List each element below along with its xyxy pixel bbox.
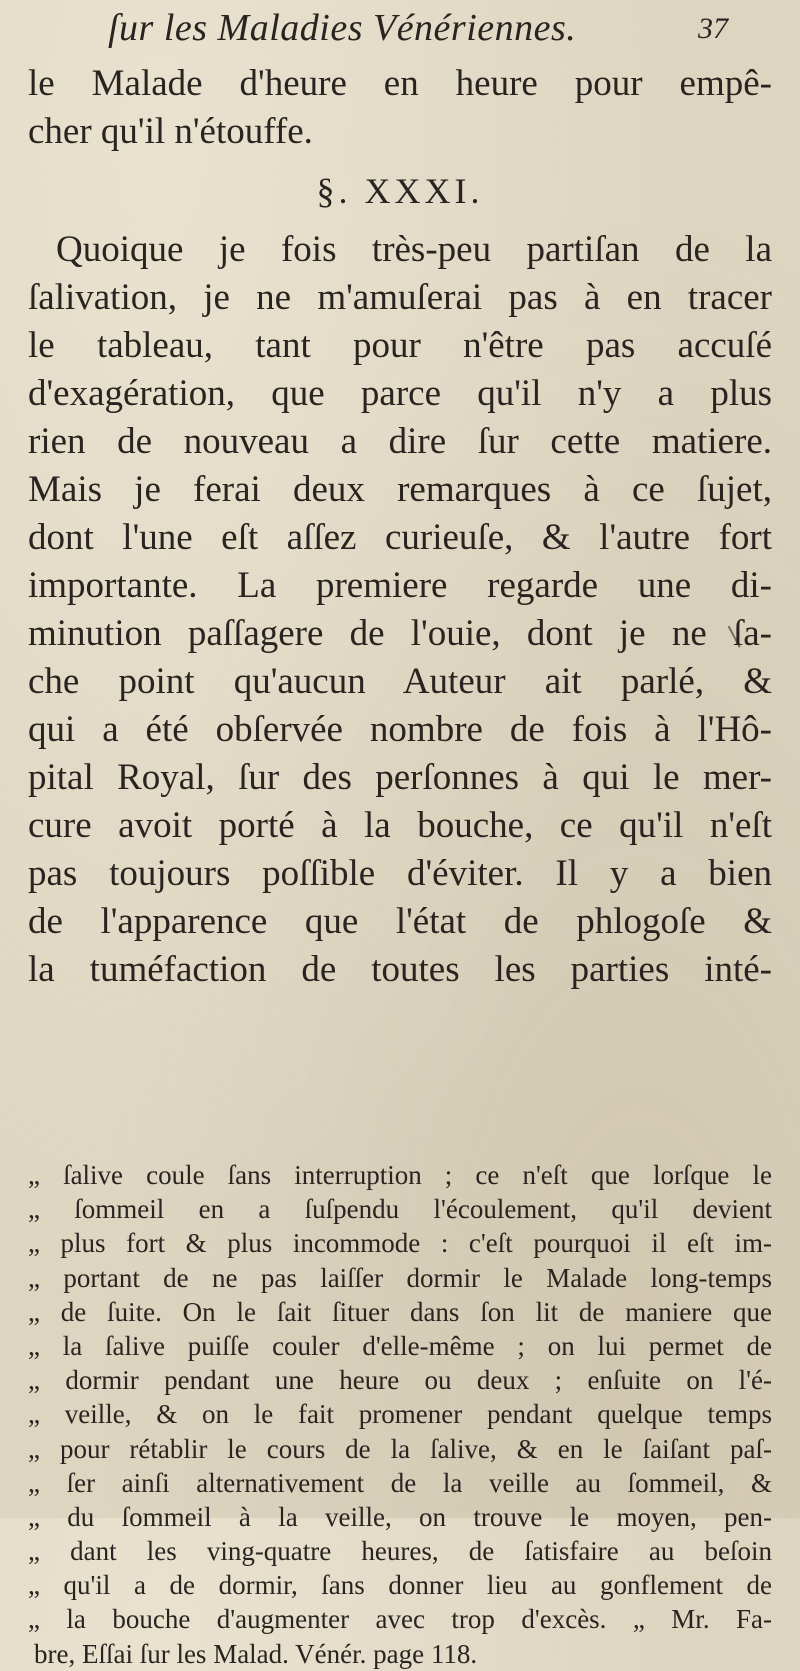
running-head	[108, 6, 728, 62]
footnote-line: „ la bouche d'augmenter avec trop d'excès. „ Mr. Fa-	[28, 1604, 772, 1635]
text-line: dont l'une eſt aſſez curieuſe, & l'autre fort	[28, 517, 772, 558]
footnote-line: „ de ſuite. On le ſait ſituer dans ſon lit de maniere que	[28, 1296, 772, 1327]
running-title: ſur les Maladies Vénériennes.	[108, 7, 577, 49]
text-line: qui a été obſervée nombre de fois à l'Hô-	[28, 709, 772, 750]
text-line: pas toujours poſſible d'éviter. Il y a bien	[28, 853, 772, 894]
text-line: Quoique je fois très-peu partiſan de la	[56, 229, 772, 270]
footnote-line: „ ſer ainſi alternativement de la veille au ſommeil, &	[28, 1467, 772, 1498]
text-line: la tuméfaction de toutes les parties inté-	[28, 949, 772, 990]
footnote-line: „ veille, & on le fait promener pendant quelque temps	[28, 1399, 772, 1430]
text-line: pital Royal, ſur des perſonnes à qui le mer-	[28, 757, 772, 798]
footnote-line: „ plus fort & plus incommode : c'eſt pourquoi il eſt im-	[28, 1228, 772, 1259]
text-line: minution paſſagere de l'ouie, dont je ne ſa-	[28, 613, 772, 654]
text-line: le tableau, tant pour n'être pas accuſé	[28, 325, 772, 366]
text-line: che point qu'aucun Auteur ait parlé, &	[28, 661, 772, 702]
text-line: importante. La premiere regarde une di-	[28, 565, 772, 606]
continued-text	[28, 60, 772, 156]
section-heading: §. XXXI.	[316, 171, 484, 211]
footnote-line: „ dant les ving-quatre heures, de ſatisfaire au beſoin	[28, 1536, 772, 1567]
footnote-line: bre, Eſſai ſur les Malad. Vénér. page 118.	[34, 1638, 478, 1669]
footnote	[28, 1158, 772, 1671]
footnote-line: „ ſommeil en a ſuſpendu l'écoulement, qu'il devient	[28, 1194, 772, 1225]
text-line: cher qu'il n'étouffe.	[28, 111, 313, 152]
text-line: rien de nouveau a dire ſur cette matiere.	[28, 421, 772, 462]
text-line: d'exagération, que parce qu'il n'y a plus	[28, 373, 772, 414]
page-number: 37	[698, 12, 728, 45]
text-line: ſalivation, je ne m'amuſerai pas à en tracer	[28, 277, 772, 318]
footnote-line: „ ſalive coule ſans interruption ; ce n'eſt que lorſque le	[28, 1160, 772, 1190]
paragraph	[28, 226, 772, 994]
footnote-line: „ dormir pendant une heure ou deux ; enſuite on l'é-	[28, 1365, 772, 1396]
text-line: de l'apparence que l'état de phlogoſe &	[28, 901, 772, 942]
text-line: le Malade d'heure en heure pour empê-	[28, 63, 772, 104]
footnote-line: „ la ſalive puiſſe couler d'elle-même ; on lui permet de	[28, 1330, 772, 1361]
text-line: Mais je ferai deux remarques à ce ſujet,	[28, 469, 772, 510]
footnote-line: „ pour rétablir le cours de la ſalive, & en le ſaiſant paſ-	[28, 1433, 772, 1464]
footnote-line: „ qu'il a de dormir, ſans donner lieu au gonflement de	[28, 1570, 772, 1601]
footnote-line: „ portant de ne pas laiſſer dormir le Malade long-temps	[28, 1262, 772, 1293]
text-line: cure avoit porté à la bouche, ce qu'il n'eſt	[28, 805, 772, 846]
footnote-line: „ du ſommeil à la veille, on trouve le moyen, pen-	[28, 1501, 772, 1532]
